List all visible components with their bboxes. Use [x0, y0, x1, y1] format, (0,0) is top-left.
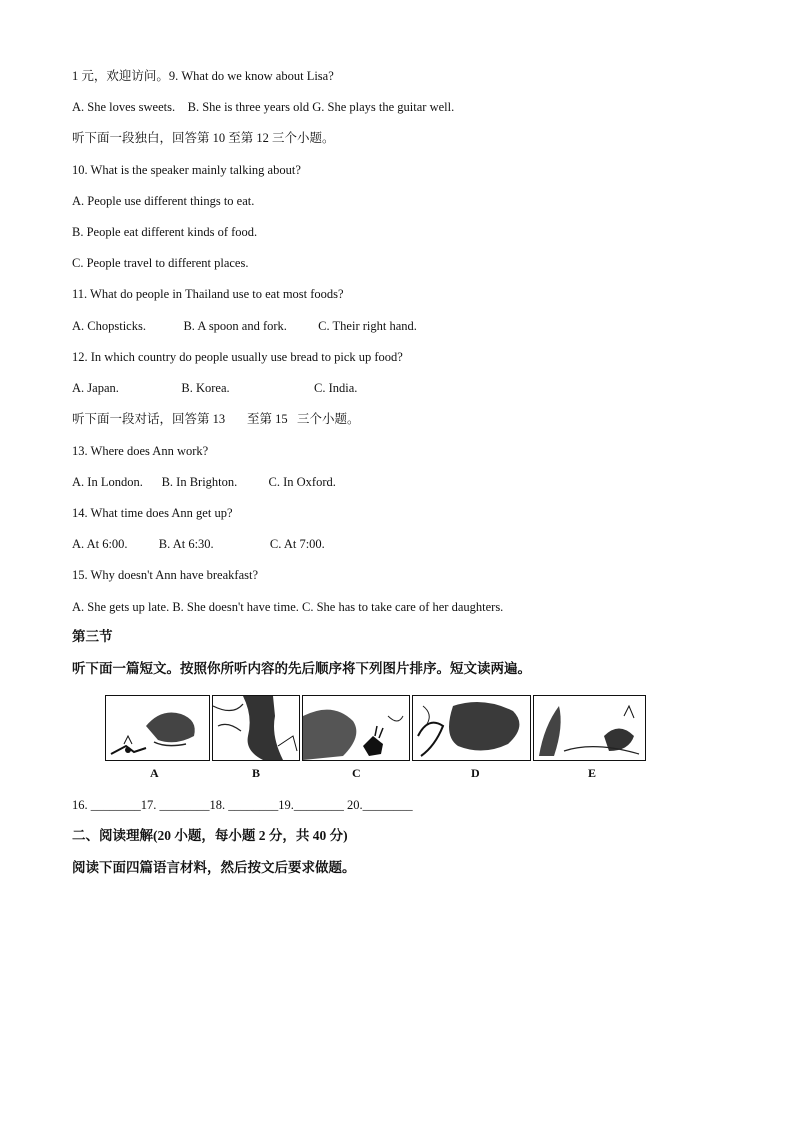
picture-d: [412, 695, 531, 761]
question-14-options: A. At 6:00. B. At 6:30. C. At 7:00.: [72, 537, 325, 551]
picture-c: [302, 695, 410, 761]
picture-a: [105, 695, 210, 761]
question-9-stem: 1 元，欢迎访问。9. What do we know about Lisa?: [72, 69, 334, 83]
question-10-option-c: C. People travel to different places.: [72, 256, 249, 270]
dialogue-instruction: 听下面一段对话，回答第 13 至第 15 三个小题。: [72, 412, 360, 426]
question-14-stem: 14. What time does Ann get up?: [72, 506, 233, 520]
answer-blanks: 16. ________17. ________18. ________19.________ 20.________: [72, 798, 413, 812]
question-13-options: A. In London. B. In Brighton. C. In Oxford.: [72, 475, 336, 489]
question-11-options: A. Chopsticks. B. A spoon and fork. C. Their right hand.: [72, 319, 417, 333]
picture-label-c: C: [352, 766, 361, 780]
question-11-stem: 11. What do people in Thailand use to eat most foods?: [72, 287, 344, 301]
picture-strip: [105, 693, 650, 785]
question-10-stem: 10. What is the speaker mainly talking about?: [72, 163, 301, 177]
picture-e: [533, 695, 646, 761]
question-13-stem: 13. Where does Ann work?: [72, 444, 209, 458]
reading-section-heading: 二、阅读理解(20 小题，每小题 2 分，共 40 分): [72, 828, 348, 843]
question-10-option-b: B. People eat different kinds of food.: [72, 225, 258, 239]
question-10-option-a: A. People use different things to eat.: [72, 194, 255, 208]
picture-b: [212, 695, 300, 761]
picture-label-a: A: [150, 766, 159, 780]
section-3-heading: 第三节: [72, 629, 113, 644]
question-15-stem: 15. Why doesn't Ann have breakfast?: [72, 568, 258, 582]
picture-label-d: D: [471, 766, 480, 780]
question-15-options: A. She gets up late. B. She doesn't have time. C. She has to take care of her daughters.: [72, 600, 504, 614]
question-9-options: A. She loves sweets. B. She is three years old G. She plays the guitar well.: [72, 100, 455, 114]
picture-label-b: B: [252, 766, 261, 780]
section-3-instruction: 听下面一篇短文。按照你所听内容的先后顺序将下列图片排序。短文读两遍。: [72, 661, 531, 676]
reading-section-instruction: 阅读下面四篇语言材料，然后按文后要求做题。: [72, 860, 356, 875]
picture-label-e: E: [588, 766, 597, 780]
monologue-instruction: 听下面一段独白，回答第 10 至第 12 三个小题。: [72, 131, 335, 145]
question-12-stem: 12. In which country do people usually use bread to pick up food?: [72, 350, 403, 364]
question-12-options: A. Japan. B. Korea. C. India.: [72, 381, 358, 395]
